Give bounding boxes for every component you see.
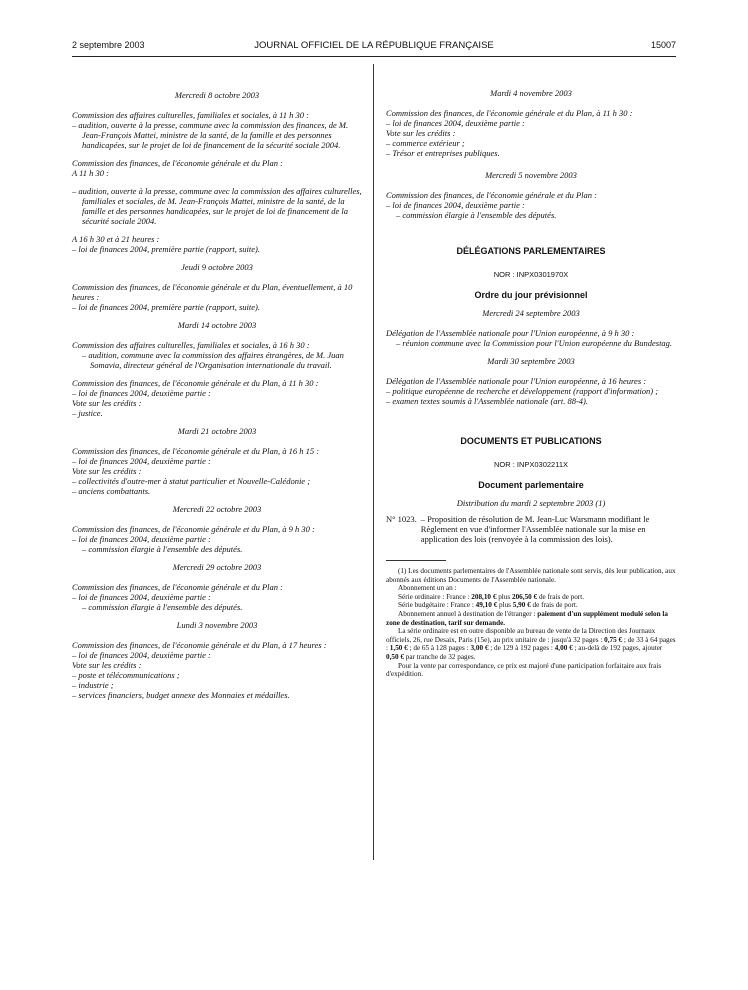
footnote-text: Pour la vente par correspondance, ce prix est majoré d'une participation forfaitaire aux frais d'expédition.	[386, 661, 662, 679]
section-date: Mercredi 8 octobre 2003	[174, 90, 260, 100]
agenda-item: – anciens combattants.	[72, 486, 151, 496]
agenda-item: – commerce extérieur ;	[386, 138, 465, 148]
paragraph: Vote sur les crédits :	[72, 660, 142, 670]
agenda-item: – réunion commune avec la Commission pour l'Union européenne du Bundestag.	[396, 338, 673, 348]
paragraph: Délégation de l'Assemblée nationale pour l'Union européenne, à 16 heures :	[386, 376, 647, 386]
document-number: N° 1023.	[386, 514, 417, 524]
agenda-item: – loi de finances 2004, deuxième partie :	[72, 650, 211, 660]
section-date: Mercredi 24 septembre 2003	[482, 308, 580, 318]
header-rule	[72, 56, 676, 57]
agenda-item: – poste et télécommunications ;	[72, 670, 180, 680]
paragraph: A 11 h 30 :	[72, 168, 109, 178]
section-heading-delegations: DÉLÉGATIONS PARLEMENTAIRES	[456, 246, 606, 256]
agenda-item: – audition, ouverte à la presse, commune avec la commission des affaires culturelles, familiales et sociales, de M. Jean-François Mattei, ministre de la santé, de la famille et des personnes handicapées, sur le projet de loi de financement de la sécurité sociale 2004.	[72, 186, 362, 226]
footnote-text: (1) Les documents parlementaires de l'Assemblée nationale sont servis, dès leur publication, aux abonnés aux éditions Documents de l'Assemblée nationale.	[386, 567, 676, 584]
paragraph: Commission des finances, de l'économie générale et du Plan, à 11 h 30 :	[72, 378, 319, 388]
section-date: Mardi 30 septembre 2003	[487, 356, 575, 366]
header-date: 2 septembre 2003	[72, 40, 145, 50]
footnote-text: Abonnement annuel à destination de l'étranger : paiement d'un supplément modulé selon la zone de destination, tarif sur demande.	[386, 609, 669, 627]
footnote-text: Abonnement un an :	[398, 584, 457, 593]
column-divider	[373, 64, 374, 860]
paragraph: Commission des finances, de l'économie générale et du Plan :	[386, 190, 597, 200]
section-date: Lundi 3 novembre 2003	[176, 620, 258, 630]
section-date: Mardi 21 octobre 2003	[177, 426, 257, 436]
section-date: Mercredi 29 octobre 2003	[172, 562, 262, 572]
footnote	[386, 567, 676, 679]
paragraph: Commission des finances, de l'économie générale et du Plan, à 11 h 30 :	[386, 108, 633, 118]
footnote-price-line: Série ordinaire : France : 208,10 € plus 206,50 € de frais de port.	[398, 592, 585, 601]
page-number: 15007	[650, 40, 676, 50]
agenda-item: – loi de finances 2004, deuxième partie :	[72, 456, 211, 466]
document-description: – Proposition de résolution de M. Jean-Luc Warsmann modifiant le Règlement en vue d'informer l'Assemblée nationale sur la mise en application des lois (renvoyée à la commission des lois).	[420, 514, 650, 544]
agenda-item: – justice.	[72, 408, 103, 418]
distribution-date: Distribution du mardi 2 septembre 2003 (1)	[456, 498, 606, 508]
section-heading-documents: DOCUMENTS ET PUBLICATIONS	[460, 436, 602, 446]
agenda-item: – loi de finances 2004, deuxième partie :	[386, 118, 525, 128]
nor-reference: NOR : INPX0302211X	[493, 460, 569, 469]
agenda-item: – examen textes soumis à l'Assemblée nationale (art. 88-4).	[386, 396, 588, 406]
agenda-item: – loi de finances 2004, deuxième partie :	[72, 592, 211, 602]
section-date: Mercredi 22 octobre 2003	[172, 504, 262, 514]
agenda-item: – loi de finances 2004, première partie (rapport, suite).	[72, 244, 260, 254]
paragraph: Vote sur les crédits :	[386, 128, 456, 138]
paragraph: A 16 h 30 et à 21 heures :	[72, 234, 160, 244]
paragraph: Délégation de l'Assemblée nationale pour l'Union européenne, à 9 h 30 :	[386, 328, 635, 338]
paragraph: Commission des finances, de l'économie générale et du Plan, éventuellement, à 10 heures :	[72, 282, 353, 302]
agenda-item: – industrie ;	[72, 680, 114, 690]
left-column	[72, 84, 362, 700]
subsection-heading-document: Document parlementaire	[478, 480, 584, 490]
journal-title: JOURNAL OFFICIEL DE LA RÉPUBLIQUE FRANÇAISE	[254, 40, 494, 51]
agenda-item: – loi de finances 2004, deuxième partie :	[72, 534, 211, 544]
section-date: Mardi 14 octobre 2003	[177, 320, 257, 330]
agenda-item: – audition, commune avec la commission des affaires étrangères, de M. Juan Somavia, directeur général de l'Organisation internationale du travail.	[82, 350, 344, 370]
section-date: Jeudi 9 octobre 2003	[181, 262, 253, 272]
paragraph: Commission des finances, de l'économie générale et du Plan :	[72, 582, 283, 592]
agenda-item: – audition, ouverte à la presse, commune avec la commission des finances, de M. Jean-François Mattei, ministre de la santé, de la famille et des personnes handicapées, sur le projet de loi de financement de la sécurité sociale 2004.	[72, 120, 349, 150]
agenda-item: – commission élargie à l'ensemble des députés.	[82, 544, 243, 554]
right-column	[386, 84, 676, 679]
footnote-price-line: Série budgétaire : France : 49,10 € plus 5,90 € de frais de port.	[398, 601, 578, 610]
agenda-item: – services financiers, budget annexe des Monnaies et médailles.	[72, 690, 290, 700]
paragraph: Commission des finances, de l'économie générale et du Plan, à 9 h 30 :	[72, 524, 315, 534]
agenda-item: – commission élargie à l'ensemble des députés.	[396, 210, 557, 220]
page-header	[72, 40, 676, 56]
footnote-rule	[386, 560, 446, 561]
agenda-item: – Trésor et entreprises publiques.	[386, 148, 500, 158]
agenda-item: – loi de finances 2004, deuxième partie :	[72, 388, 211, 398]
paragraph: Commission des affaires culturelles, familiales et sociales, à 11 h 30 :	[72, 110, 309, 120]
agenda-item: – loi de finances 2004, première partie (rapport, suite).	[72, 302, 260, 312]
footnote-text: La série ordinaire est en outre disponible au bureau de vente de la Direction des Journaux officiels, 26, rue Desaix, Paris (15e), au prix unitaire de : jusqu'à 32 pages : 0,75 € ; de 33 à 64 pages : 1,50 € ; de 65 à 128 pages : 3,00 € ; de 129 à 192 pages : 4,00 € ; au-delà de 192 pages, ajouter 0,50 € par tranche de 32 pages.	[386, 627, 676, 661]
subsection-heading-ordre: Ordre du jour prévisionnel	[474, 290, 588, 300]
agenda-item: – commission élargie à l'ensemble des députés.	[82, 602, 243, 612]
paragraph: Vote sur les crédits :	[72, 466, 142, 476]
paragraph: Commission des finances, de l'économie générale et du Plan, à 17 heures :	[72, 640, 327, 650]
section-date: Mardi 4 novembre 2003	[490, 88, 572, 98]
paragraph: Commission des finances, de l'économie générale et du Plan, à 16 h 15 :	[72, 446, 320, 456]
agenda-item: – loi de finances 2004, deuxième partie :	[386, 200, 525, 210]
paragraph: Commission des affaires culturelles, familiales et sociales, à 16 h 30 :	[72, 340, 310, 350]
agenda-item: – politique européenne de recherche et développement (rapport d'information) ;	[386, 386, 659, 396]
paragraph: Vote sur les crédits :	[72, 398, 142, 408]
section-date: Mercredi 5 novembre 2003	[485, 170, 577, 180]
agenda-item: – collectivités d'outre-mer à statut particulier et Nouvelle-Calédonie ;	[72, 476, 311, 486]
nor-reference: NOR : INPX0301970X	[493, 270, 569, 279]
document-entry	[386, 514, 676, 544]
paragraph: Commission des finances, de l'économie générale et du Plan :	[72, 158, 283, 168]
